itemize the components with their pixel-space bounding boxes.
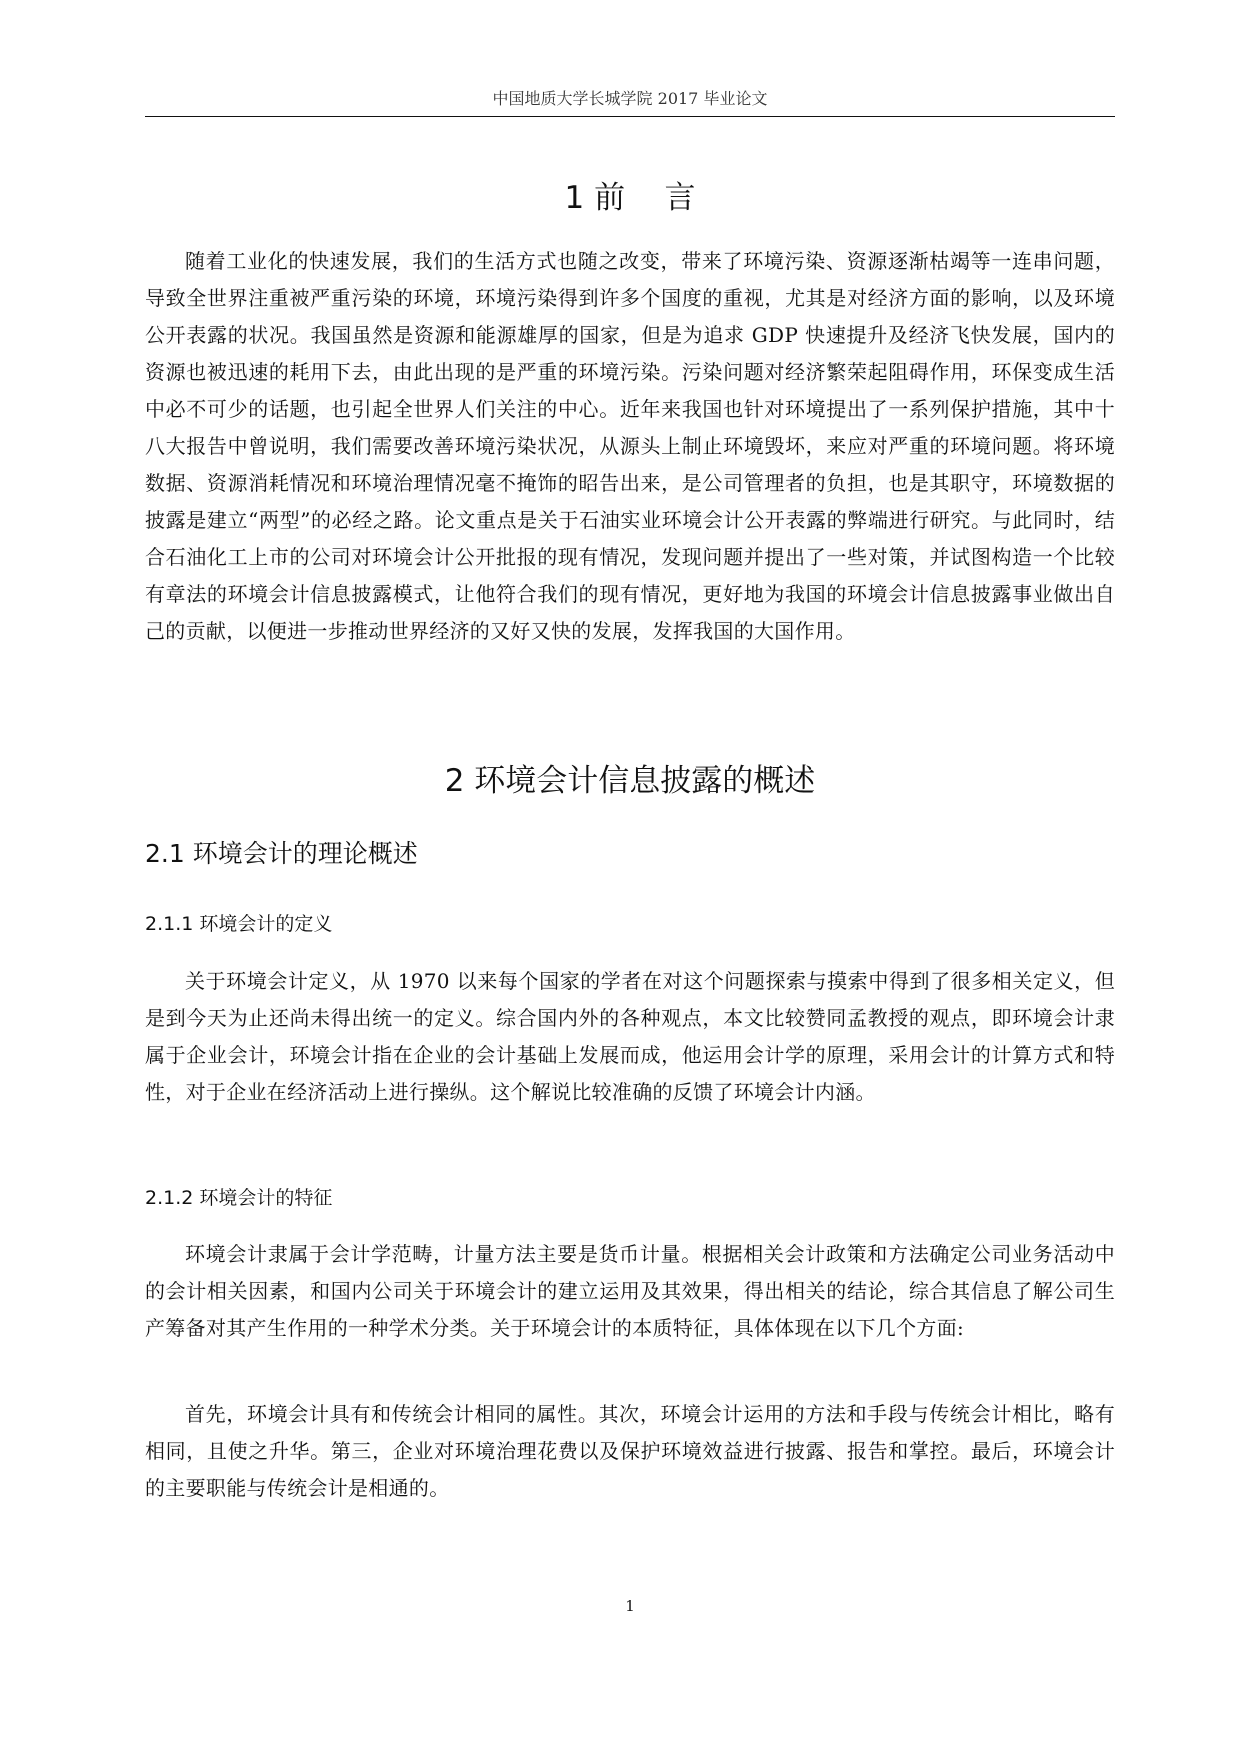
section-2-1-2-title: 2.1.2 环境会计的特征 <box>145 1187 333 1209</box>
definition-paragraph: 关于环境会计定义，从 1970 以来每个国家的学者在对这个问题探索与摸索中得到了很多相关定义，但是到今天为止还尚未得出统一的定义。综合国内外的各种观点，本文比较赞同孟教授的观点，即环境会计隶属于企业会计，环境会计指在企业的会计基础上发展而成，他运用会计学的原理，采用会计的计算方式和特性，对于企业在经济活动上进行操纵。这个解说比较准确的反馈了环境会计内涵。 <box>145 969 1115 1104</box>
section-2-1-1-title: 2.1.1 环境会计的定义 <box>145 913 333 935</box>
section-2-title: 2 环境会计信息披露的概述 <box>444 763 816 799</box>
preface-paragraph: 随着工业化的快速发展，我们的生活方式也随之改变，带来了环境污染、资源逐渐枯竭等一连串问题，导致全世界注重被严重污染的环境，环境污染得到许多个国度的重视，尤其是对经济方面的影响，以及环境公开表露的状况。我国虽然是资源和能源雄厚的国家，但是为追求 GDP 快速提升及经济飞快发展，国内的资源也被迅速的耗用下去，由此出现的是严重的环境污染。污染问题对经济繁荣起阻碍作用，环保变成生活中必不可少的话题，也引起全世界人们关注的中心。近年来我国也针对环境提出了一系列保护措施，其中十八大报告中曾说明，我们需要改善环境污染状况，从源头上制止环境毁坏，来应对严重的环境问题。将环境数据、资源消耗情况和环境治理情况毫不掩饰的昭告出来，是公司管理者的负担，也是其职守，环境数据的披露是建立“两型”的必经之路。论文重点是关于石油实业环境会计公开表露的弊端进行研究。与此同时，结合石油化工上市的公司对环境会计公开批报的现有情况，发现问题并提出了一些对策，并试图构造一个比较有章法的环境会计信息披露模式，让他符合我们的现有情况，更好地为我国的环境会计信息披露事业做出自己的贡献，以便进一步推动世界经济的又好又快的发展，发挥我国的大国作用。 <box>145 249 1115 643</box>
features-paragraph-1: 环境会计隶属于会计学范畴，计量方法主要是货币计量。根据相关会计政策和方法确定公司业务活动中的会计相关因素，和国内公司关于环境会计的建立运用及其效果，得出相关的结论，综合其信息了解公司生产筹备对其产生作用的一种学术分类。关于环境会计的本质特征，具体体现在以下几个方面: <box>145 1242 1115 1340</box>
section-2-1-title: 2.1 环境会计的理论概述 <box>145 839 418 868</box>
running-header: 中国地质大学长城学院 2017 毕业论文 <box>492 89 768 108</box>
section-1-title: 1 前 言 <box>564 180 696 216</box>
page-number: 1 <box>625 1597 635 1615</box>
features-paragraph-2: 首先，环境会计具有和传统会计相同的属性。其次，环境会计运用的方法和手段与传统会计相比，略有相同，且使之升华。第三，企业对环境治理花费以及保护环境效益进行披露、报告和掌控。最后，环境会计的主要职能与传统会计是相通的。 <box>145 1402 1115 1500</box>
header-rule <box>145 116 1115 117</box>
